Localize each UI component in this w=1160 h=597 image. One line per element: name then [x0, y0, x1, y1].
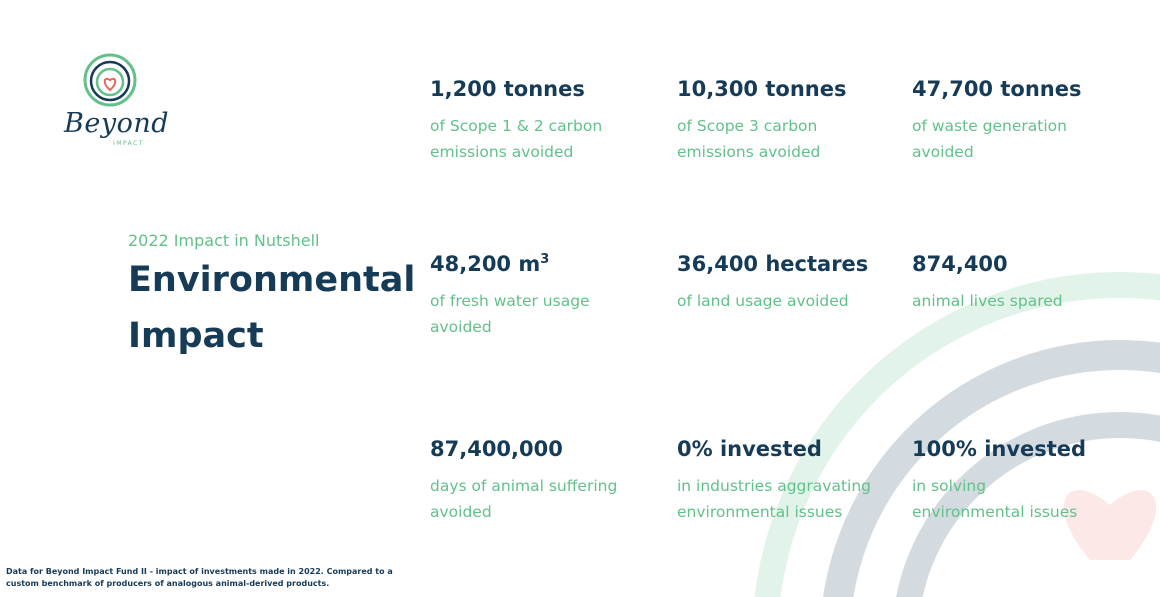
logo-tagline: IMPACT: [113, 140, 145, 147]
section-subtitle: 2022 Impact in Nutshell: [128, 231, 320, 250]
stat-animal-lives: [912, 250, 1063, 314]
stat-value: 47,700 tonnes: [912, 77, 1082, 101]
stat-description: of Scope 3 carbon emissions avoided: [677, 117, 821, 161]
stat-waste-generation: [912, 75, 1081, 165]
stat-description: of land usage avoided: [677, 292, 849, 310]
stat-land-usage: [677, 250, 868, 314]
stat-description: of Scope 1 & 2 carbon emissions avoided: [430, 117, 603, 161]
stat-value-number: 48,200 m: [430, 252, 541, 276]
stat-value-unit-exponent: 3: [540, 252, 550, 267]
stat-fresh-water: [430, 250, 590, 340]
stat-value: 36,400 hectares: [677, 252, 869, 276]
stat-description: in industries aggravating environmental issues: [677, 477, 871, 521]
stat-invested-solving: [912, 435, 1086, 525]
stat-scope-3-carbon: [677, 75, 846, 165]
section-title: Environmental Impact: [128, 260, 416, 356]
stat-description: of waste generation avoided: [912, 117, 1067, 161]
logo-wordmark: Beyond: [64, 108, 170, 139]
stat-description: in solving environmental issues: [912, 477, 1078, 521]
stat-value: [430, 250, 590, 278]
stat-animal-suffering: [430, 435, 617, 525]
stat-value: 0% invested: [677, 437, 822, 461]
stat-description: days of animal suffering avoided: [430, 477, 618, 521]
stat-value: 1,200 tonnes: [430, 77, 585, 101]
stat-invested-aggravating: [677, 435, 871, 525]
stat-value: 874,400: [912, 252, 1008, 276]
stat-description: of fresh water usage avoided: [430, 292, 590, 336]
stat-value: 87,400,000: [430, 437, 563, 461]
stat-value: 100% invested: [912, 437, 1087, 461]
stat-value: 10,300 tonnes: [677, 77, 847, 101]
footnote: Data for Beyond Impact Fund II - impact of investments made in 2022. Compared to a custom benchmark of producers of analogous animal-derived products.: [6, 567, 393, 588]
stat-description: animal lives spared: [912, 292, 1063, 310]
stat-scope-1-2-carbon: [430, 75, 602, 165]
